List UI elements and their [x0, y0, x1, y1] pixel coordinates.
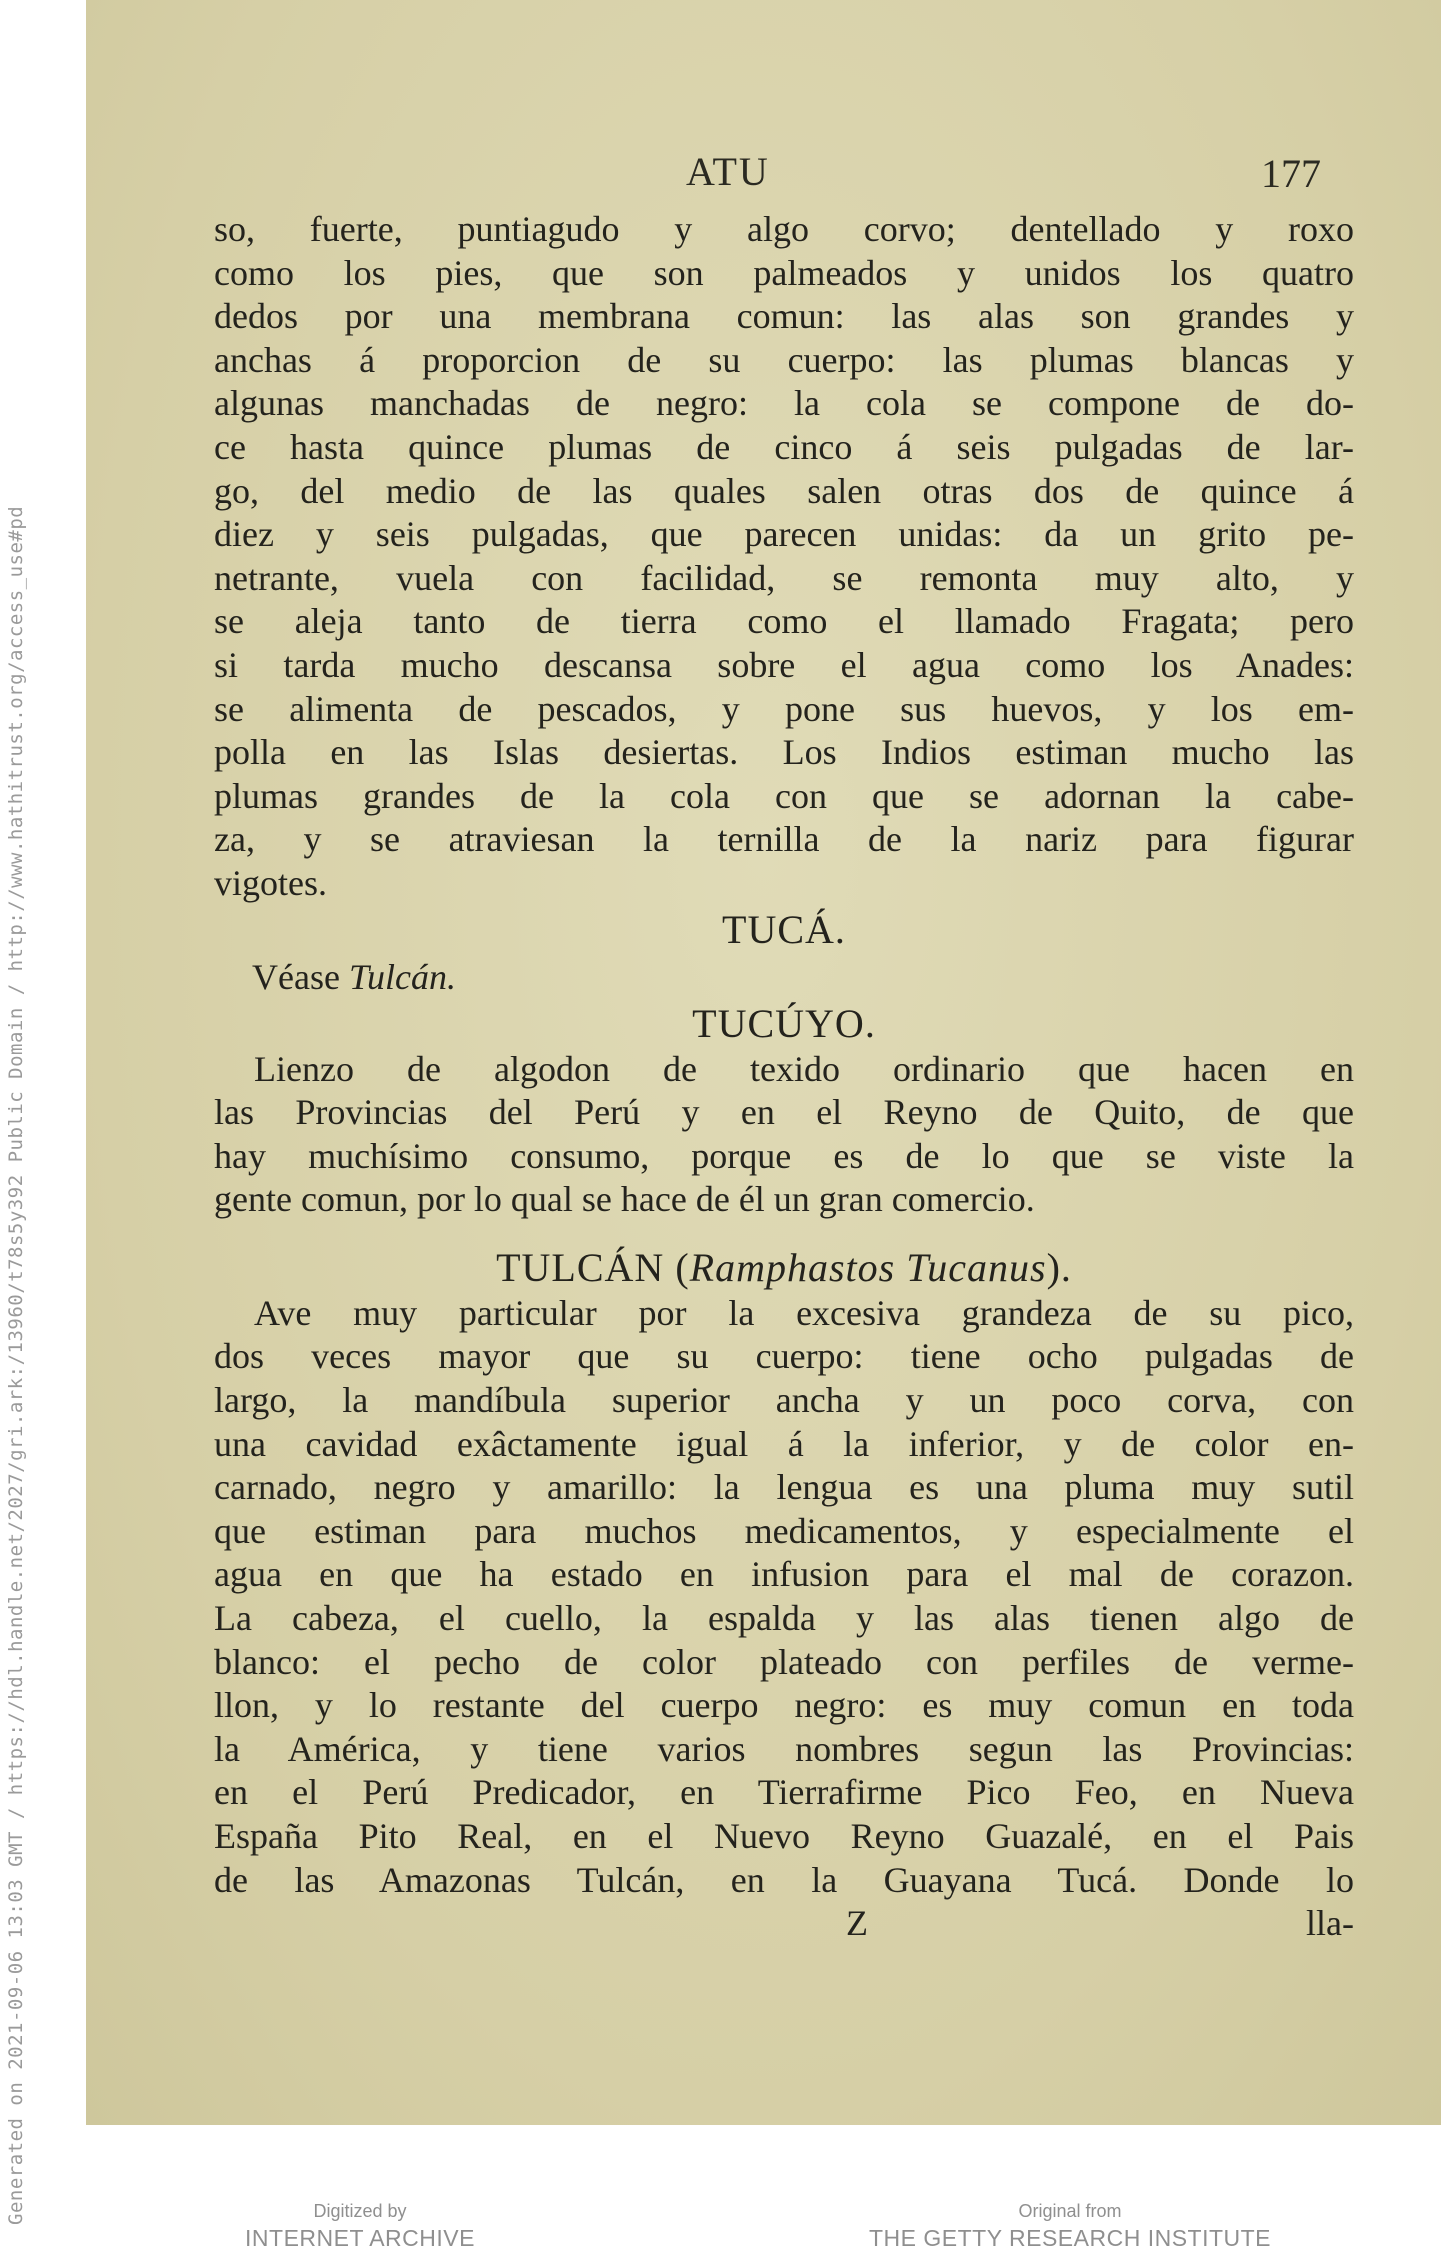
latin-name: Ramphastos Tucanus [689, 1244, 1047, 1290]
text-line: dedos por una membrana comun: las alas son grandes y [214, 296, 1354, 337]
text-line: llon, y lo restante del cuerpo negro: es muy comun en toda [214, 1685, 1354, 1726]
text-line: Ave muy particular por la excesiva grandeza de su pico, [254, 1292, 1354, 1333]
running-head [86, 148, 1441, 194]
paragraph-continuation [214, 208, 1354, 906]
text-line: en el Perú Predicador, en Tierrafirme Pico Feo, en Nueva [214, 1772, 1354, 1813]
text-line: de las Amazonas Tulcán, en la Guayana Tucá. Donde lo [214, 1859, 1354, 1900]
text-line: Lienzo de algodon de texido ordinario que hacen en [254, 1048, 1354, 1089]
text-line: ce hasta quince plumas de cinco á seis pulgadas de lar- [214, 426, 1354, 467]
page-footer [214, 1902, 1354, 1946]
text-line: se aleja tanto de tierra como el llamado Fragata; pero [214, 601, 1354, 642]
entry-tuca [214, 906, 1354, 1000]
generation-stamp: Generated on 2021-09-06 13:03 GMT / https://hdl.handle.net/2027/gri.ark:/13960/t78s5y392 Public Domain / http://www.hathitrust.org/access_use#pd [5, 505, 27, 2225]
text-line: hay muchísimo consumo, porque es de lo que se viste la [214, 1135, 1354, 1176]
text-line: las Provincias del Perú y en el Reyno de Quito, de que [214, 1092, 1354, 1133]
text-line: agua en que ha estado en infusion para el mal de corazon. [214, 1554, 1354, 1595]
text-line: plumas grandes de la cola con que se adornan la cabe- [214, 775, 1354, 816]
text-line: go, del medio de las quales salen otras dos de quince á [214, 470, 1354, 511]
text-line: algunas manchadas de negro: la cola se compone de do- [214, 383, 1354, 424]
text-line: polla en las Islas desiertas. Los Indios estiman mucho las [214, 732, 1354, 773]
digitized-by-label: Digitized by [313, 2201, 407, 2221]
spacer [214, 1222, 1354, 1244]
text-line: za, y se atraviesan la ternilla de la nariz para figurar [214, 819, 1354, 860]
signature-mark: Z [846, 1903, 868, 1944]
text-line: diez y seis pulgadas, que parecen unidas: da un grito pe- [214, 514, 1354, 555]
running-head-word: ATU [686, 149, 770, 194]
see-target: Tulcán. [348, 956, 456, 997]
text-line: si tarda mucho descansa sobre el agua como los Anades: [214, 644, 1354, 685]
text-line: como los pies, que son palmeados y unidos los quatro [214, 252, 1354, 293]
text-line: España Pito Real, en el Nuevo Reyno Guazalé, en el Pais [214, 1816, 1354, 1856]
entry-tucuyo [214, 1000, 1354, 1222]
text-line: la América, y tiene varios nombres segun las Provincias: [214, 1728, 1354, 1769]
source-institution: THE GETTY RESEARCH INSTITUTE [868, 2225, 1272, 2251]
source-credit [840, 2200, 1300, 2254]
text-line: vigotes. [214, 862, 327, 903]
entry-headword-line: TULCÁN (Ramphastos Tucanus). [496, 1244, 1072, 1290]
text-line: netrante, vuela con facilidad, se remonta muy alto, y [214, 557, 1354, 598]
text-line: dos veces mayor que su cuerpo: tiene ocho pulgadas de [214, 1336, 1354, 1377]
text-line: se alimenta de pescados, y pone sus huevos, y los em- [214, 688, 1354, 729]
side-stamp [0, 0, 86, 2255]
text-line: largo, la mandíbula superior ancha y un poco corva, con [214, 1380, 1354, 1421]
entry-headword: TUCÚYO. [692, 1000, 876, 1046]
text-line: blanco: el pecho de color plateado con perfiles de verme- [214, 1641, 1354, 1682]
text-line: una cavidad exâctamente igual á la inferior, y de color en- [214, 1423, 1354, 1464]
text-line: anchas á proporcion de su cuerpo: las plumas blancas y [214, 339, 1354, 380]
text-line: La cabeza, el cuello, la espalda y las alas tienen algo de [214, 1598, 1354, 1639]
original-from-label: Original from [1018, 2201, 1122, 2221]
text-line: gente comun, por lo qual se hace de él un gran comercio. [214, 1179, 1035, 1220]
text-line: so, fuerte, puntiagudo y algo corvo; dentellado y roxo [214, 209, 1354, 249]
text-block [214, 208, 1354, 1946]
digitizer-name: INTERNET ARCHIVE [245, 2225, 475, 2251]
entry-headword: TULCÁN [496, 1244, 665, 1290]
text-line: que estiman para muchos medicamentos, y especialmente el [214, 1510, 1354, 1551]
entry-tulcan [214, 1244, 1354, 1902]
scanned-page [86, 0, 1441, 2125]
entry-headword: TUCÁ. [722, 906, 846, 952]
page-number: 177 [1261, 151, 1321, 196]
cross-reference [214, 954, 1354, 1000]
digitizer-credit [190, 2200, 530, 2254]
text-line: carnado, negro y amarillo: la lengua es una pluma muy sutil [214, 1467, 1354, 1508]
see-prefix: Véase [252, 956, 340, 997]
catchword: lla- [1306, 1903, 1354, 1944]
